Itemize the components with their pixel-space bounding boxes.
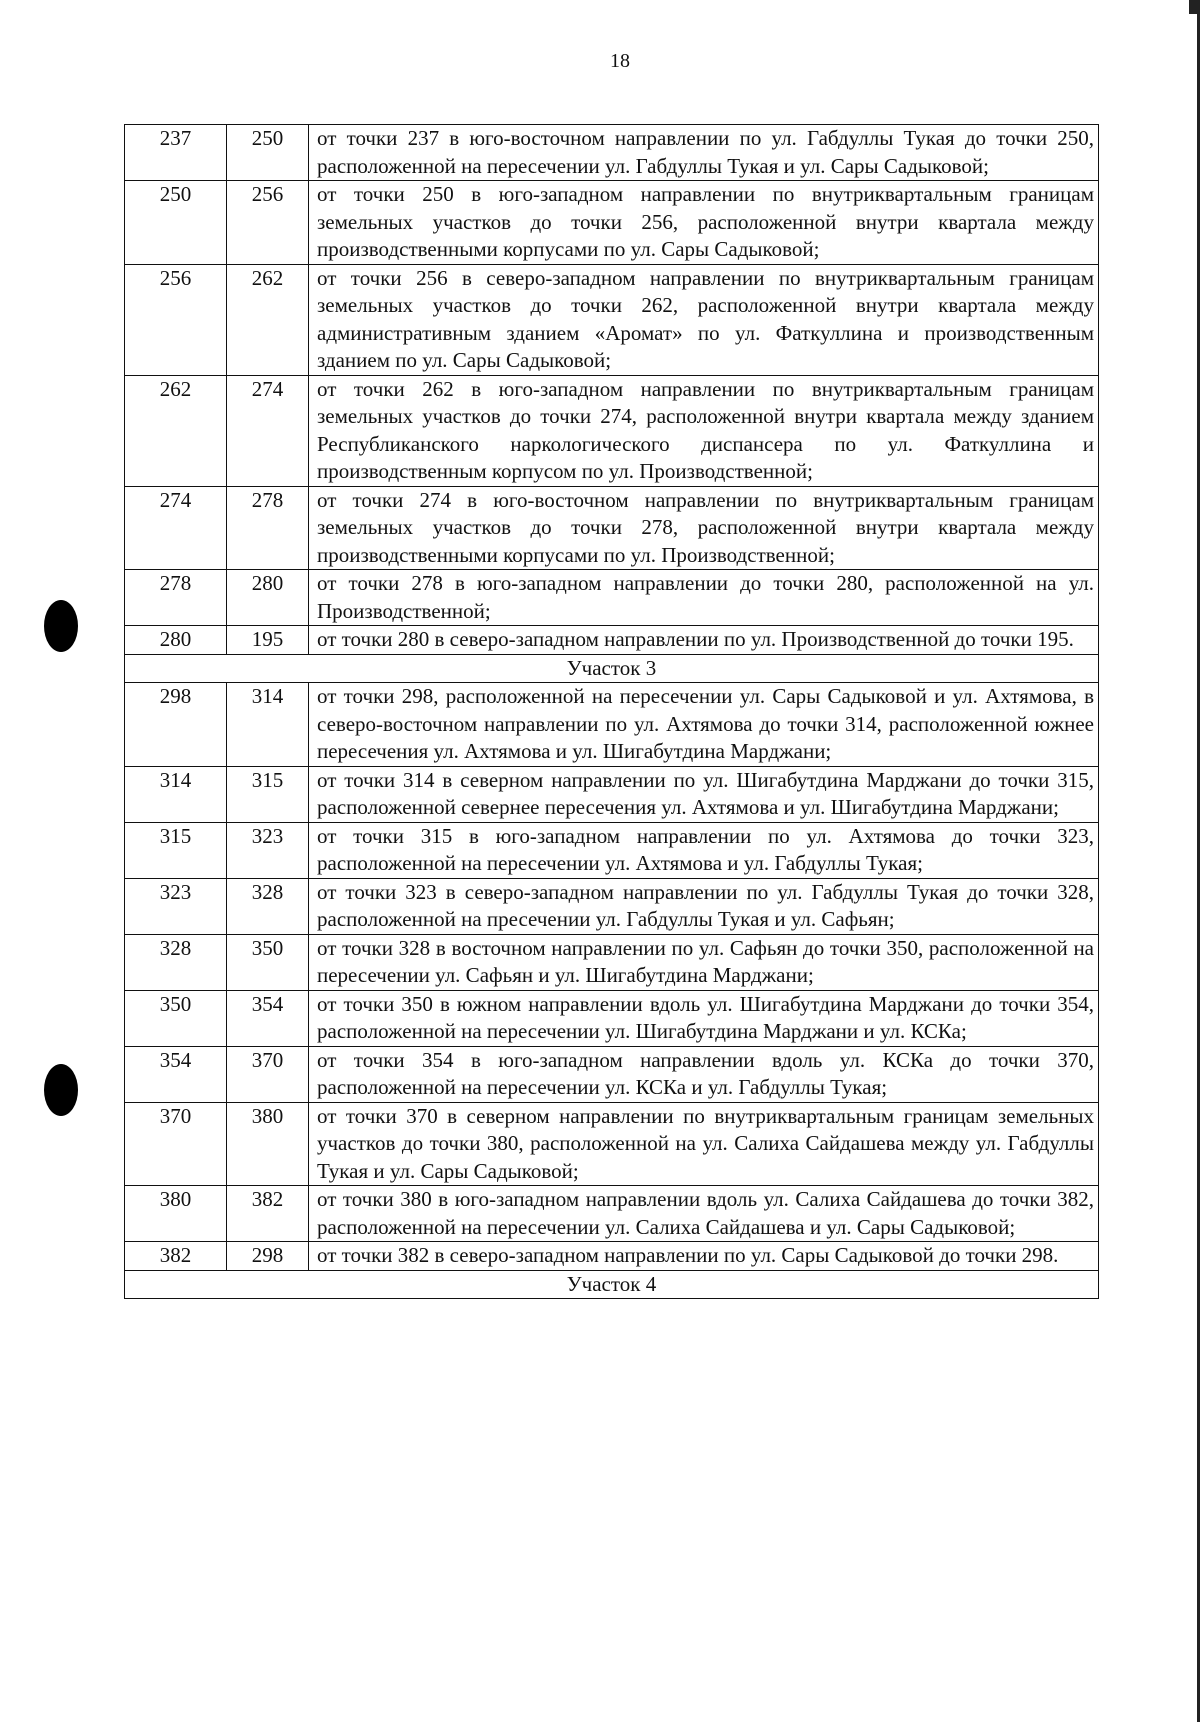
point-to-cell: 314 [227, 683, 309, 767]
route-description-cell: от точки 278 в юго-западном направлении до точки 280, расположенной на ул. Производственной; [309, 570, 1099, 626]
route-description-cell: от точки 237 в юго-восточном направлении по ул. Габдуллы Тукая до точки 250, расположенной на пересечении ул. Габдуллы Тукая и ул. Сары Садыковой; [309, 125, 1099, 181]
table-row [125, 1242, 1099, 1271]
table-row [125, 181, 1099, 265]
point-from-cell: 250 [125, 181, 227, 265]
point-from-cell: 323 [125, 878, 227, 934]
table-row [125, 766, 1099, 822]
point-to-cell: 354 [227, 990, 309, 1046]
route-description-cell: от точки 314 в северном направлении по ул. Шигабутдина Марджани до точки 315, расположенной севернее пересечения ул. Ахтямова и ул. Шигабутдина Марджани; [309, 766, 1099, 822]
point-from-cell: 315 [125, 822, 227, 878]
point-to-cell: 328 [227, 878, 309, 934]
section-header-row [125, 1270, 1099, 1299]
point-from-cell: 280 [125, 626, 227, 655]
section-title: Участок 4 [125, 1270, 1099, 1299]
point-from-cell: 298 [125, 683, 227, 767]
route-description-cell: от точки 328 в восточном направлении по ул. Сафьян до точки 350, расположенной на пересечении ул. Сафьян и ул. Шигабутдина Марджани; [309, 934, 1099, 990]
point-from-cell: 382 [125, 1242, 227, 1271]
section-header-row [125, 654, 1099, 683]
table-row [125, 626, 1099, 655]
point-to-cell: 350 [227, 934, 309, 990]
route-description-cell: от точки 323 в северо-западном направлении по ул. Габдуллы Тукая до точки 328, расположенной на пресечении ул. Габдуллы Тукая и ул. Сафьян; [309, 878, 1099, 934]
route-description-cell: от точки 280 в северо-западном направлении по ул. Производственной до точки 195. [309, 626, 1099, 655]
point-from-cell: 350 [125, 990, 227, 1046]
route-description-cell: от точки 262 в юго-западном направлении по внутриквартальным границам земельных участков до точки 274, расположенной внутри квартала между зданием Республиканского наркологического диспансера по ул. Фаткуллина и производственным корпусом по ул. Производственной; [309, 375, 1099, 486]
boundary-table [124, 124, 1099, 1299]
point-to-cell: 323 [227, 822, 309, 878]
point-to-cell: 250 [227, 125, 309, 181]
point-from-cell: 370 [125, 1102, 227, 1186]
page-number: 18 [610, 50, 630, 72]
point-to-cell: 382 [227, 1186, 309, 1242]
point-from-cell: 380 [125, 1186, 227, 1242]
point-to-cell: 278 [227, 486, 309, 570]
point-from-cell: 278 [125, 570, 227, 626]
punch-hole [44, 600, 78, 652]
route-description-cell: от точки 256 в северо-западном направлении по внутриквартальным границам земельных участков до точки 262, расположенной внутри квартала между административным зданием «Аромат» по ул. Фаткуллина и производственным зданием по ул. Сары Садыковой; [309, 264, 1099, 375]
point-from-cell: 256 [125, 264, 227, 375]
point-from-cell: 314 [125, 766, 227, 822]
point-from-cell: 274 [125, 486, 227, 570]
table-row [125, 822, 1099, 878]
point-from-cell: 237 [125, 125, 227, 181]
point-to-cell: 380 [227, 1102, 309, 1186]
point-from-cell: 328 [125, 934, 227, 990]
point-to-cell: 315 [227, 766, 309, 822]
point-to-cell: 274 [227, 375, 309, 486]
table-row [125, 1046, 1099, 1102]
point-to-cell: 280 [227, 570, 309, 626]
point-from-cell: 354 [125, 1046, 227, 1102]
route-description-cell: от точки 298, расположенной на пересечении ул. Сары Садыковой и ул. Ахтямова, в северо-восточном направлении по ул. Ахтямова до точки 314, расположенной южнее пересечения ул. Ахтямова и ул. Шигабутдина Марджани; [309, 683, 1099, 767]
route-description-cell: от точки 380 в юго-западном направлении вдоль ул. Салиха Сайдашева до точки 382, расположенной на пересечении ул. Салиха Сайдашева и ул. Сары Садыковой; [309, 1186, 1099, 1242]
point-from-cell: 262 [125, 375, 227, 486]
table-row [125, 934, 1099, 990]
route-description-cell: от точки 274 в юго-восточном направлении по внутриквартальным границам земельных участков до точки 278, расположенной внутри квартала между производственными корпусами по ул. Производственной; [309, 486, 1099, 570]
route-description-cell: от точки 354 в юго-западном направлении вдоль ул. КСКа до точки 370, расположенной на пересечении ул. КСКа и ул. Габдуллы Тукая; [309, 1046, 1099, 1102]
section-title: Участок 3 [125, 654, 1099, 683]
table-row [125, 570, 1099, 626]
route-description-cell: от точки 350 в южном направлении вдоль ул. Шигабутдина Марджани до точки 354, расположенной на пересечении ул. Шигабутдина Марджани и ул. КСКа; [309, 990, 1099, 1046]
table-row [125, 1186, 1099, 1242]
route-description-cell: от точки 250 в юго-западном направлении по внутриквартальным границам земельных участков до точки 256, расположенной внутри квартала между производственными корпусами по ул. Сары Садыковой; [309, 181, 1099, 265]
point-to-cell: 195 [227, 626, 309, 655]
table-row [125, 375, 1099, 486]
table-row [125, 683, 1099, 767]
table-body [125, 125, 1099, 1299]
point-to-cell: 256 [227, 181, 309, 265]
table-row [125, 264, 1099, 375]
table-row [125, 125, 1099, 181]
route-description-cell: от точки 382 в северо-западном направлении по ул. Сары Садыковой до точки 298. [309, 1242, 1099, 1271]
point-to-cell: 298 [227, 1242, 309, 1271]
scan-edge-mark [1189, 0, 1197, 14]
punch-hole [44, 1064, 78, 1116]
point-to-cell: 370 [227, 1046, 309, 1102]
route-description-cell: от точки 370 в северном направлении по внутриквартальным границам земельных участков до точки 380, расположенной на ул. Салиха Сайдашева между ул. Габдуллы Тукая и ул. Сары Садыковой; [309, 1102, 1099, 1186]
point-to-cell: 262 [227, 264, 309, 375]
table-row [125, 486, 1099, 570]
route-description-cell: от точки 315 в юго-западном направлении по ул. Ахтямова до точки 323, расположенной на пересечении ул. Ахтямова и ул. Габдуллы Тукая; [309, 822, 1099, 878]
table-row [125, 1102, 1099, 1186]
table-row [125, 878, 1099, 934]
table-row [125, 990, 1099, 1046]
